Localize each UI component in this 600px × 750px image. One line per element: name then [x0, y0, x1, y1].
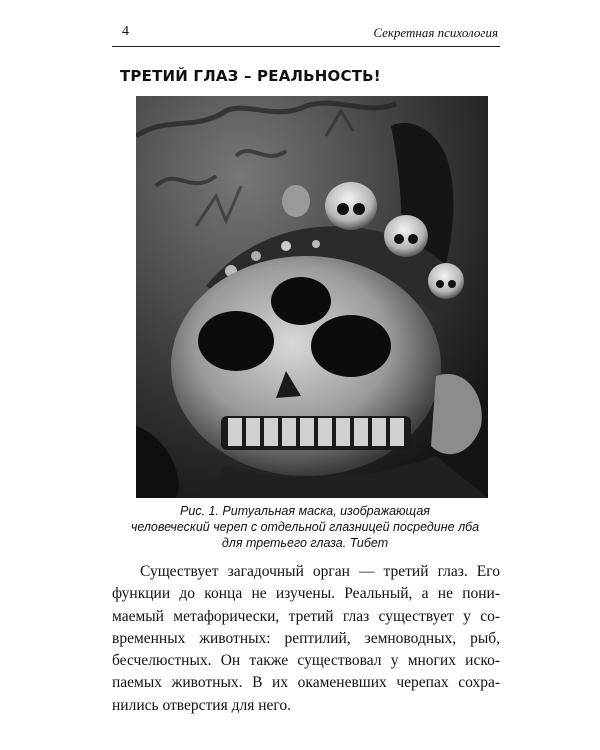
paragraph-line: маемый метафорически, третий глаз существует у со-	[112, 607, 500, 625]
page-number: 4	[122, 24, 129, 39]
caption-line: Рис. 1. Ритуальная маска, изображающая	[180, 504, 430, 518]
ritual-skull-mask-image	[136, 96, 488, 498]
page-header	[112, 22, 500, 47]
caption-line: человеческий череп с отдельной глазницей посредине лба	[130, 520, 480, 534]
running-title: Секретная психология	[373, 25, 498, 40]
paragraph-line: временных животных: рептилий, земноводных, рыб,	[112, 629, 500, 647]
paragraph-line: нились отверстия для него.	[112, 696, 291, 714]
caption-line: для третьего глаза. Тибет	[221, 536, 389, 550]
paragraph-line: Существует загадочный орган — третий глаз. Его	[140, 563, 500, 580]
paragraph-line: функции до конца не изучены. Реальный, а не пони-	[112, 585, 500, 603]
body-paragraph	[112, 561, 500, 717]
section-title: ТРЕТИЙ ГЛАЗ – РЕАЛЬНОСТЬ!	[120, 67, 381, 85]
paragraph-line: бесчелюстных. Он также существовал у многих иско-	[112, 652, 500, 670]
paragraph-line: паемых животных. В их окаменевших черепах сохра-	[112, 674, 500, 692]
figure-caption	[110, 503, 500, 551]
figure-photo	[136, 96, 488, 498]
